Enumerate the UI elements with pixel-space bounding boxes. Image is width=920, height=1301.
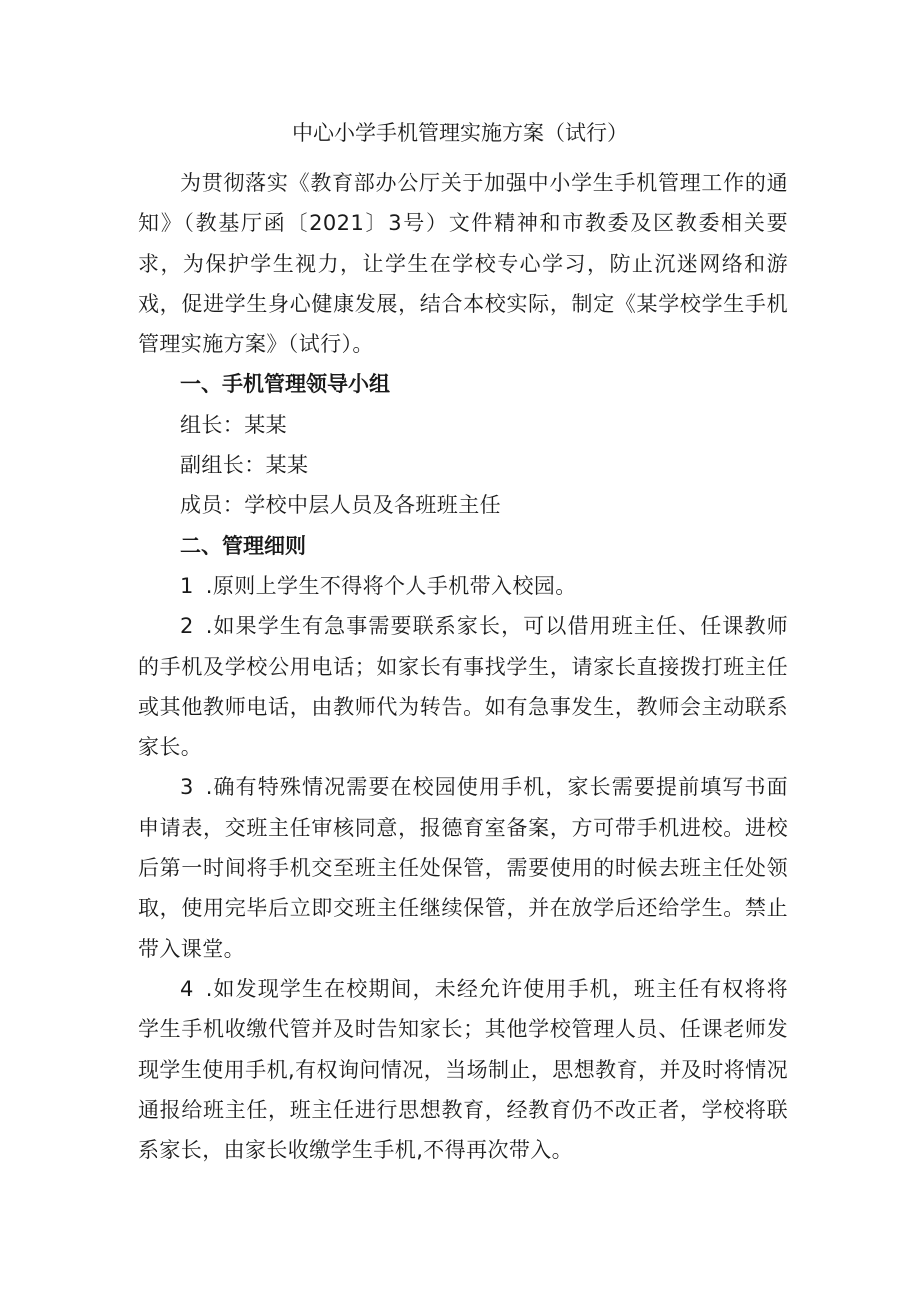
rule-number: 2 — [180, 614, 194, 639]
deputy-leader-line: 副组长：某某 — [180, 453, 309, 478]
section-heading-leadership: 一、手机管理领导小组 — [180, 372, 390, 397]
rule-number: 1 — [180, 573, 194, 598]
rule-number: 4 — [180, 976, 194, 1001]
rule-text: .如果学生有急事需要联系家长，可以借用班主任、任课教师的手机及学校公用电话；如家长有事找学生，请家长直接拨打班主任或其他教师电话，由教师代为转告。如有急事发生，教师会主动联系家长。 — [138, 614, 788, 760]
rule-item-4 — [138, 969, 788, 1170]
leader-line: 组长：某某 — [180, 412, 287, 437]
intro-paragraph: 为贯彻落实《教育部办公厅关于加强中小学生手机管理工作的通知》（教基厅函〔2021〕3号）文件精神和市教委及区教委相关要求，为保护学生视力，让学生在学校专心学习，防止沉迷网络和游戏，促进学生身心健康发展，结合本校实际，制定《某学校学生手机管理实施方案》（试行）。 — [138, 171, 788, 357]
rule-item-1 — [138, 566, 788, 606]
rule-text: .原则上学生不得将个人手机带入校园。 — [205, 573, 577, 598]
section-heading-rules: 二、管理细则 — [180, 533, 306, 558]
rule-text: .确有特殊情况需要在校园使用手机，家长需要提前填写书面申请表，交班主任审核同意，报德育室备案，方可带手机进校。进校后第一时间将手机交至班主任处保管，需要使用的时候去班主任处领取，使用完毕后立即交班主任继续保管，并在放学后还给学生。禁止带入课堂。 — [138, 775, 788, 961]
rule-text: .如发现学生在校期间，未经允许使用手机，班主任有权将将学生手机收缴代管并及时告知家长；其他学校管理人员、任课老师发现学生使用手机,有权询问情况，当场制止，思想教育，并及时将情况通报给班主任，班主任进行思想教育，经教育仍不改正者，学校将联系家长，由家长收缴学生手机,不得再次带入。 — [138, 976, 788, 1163]
document-title: 中心小学手机管理实施方案（试行） — [292, 121, 628, 145]
rule-number: 3 — [180, 775, 194, 800]
rule-item-2 — [138, 606, 788, 767]
rule-item-3 — [138, 767, 788, 968]
members-line: 成员：学校中层人员及各班班主任 — [180, 493, 501, 518]
document-body — [138, 163, 788, 1170]
